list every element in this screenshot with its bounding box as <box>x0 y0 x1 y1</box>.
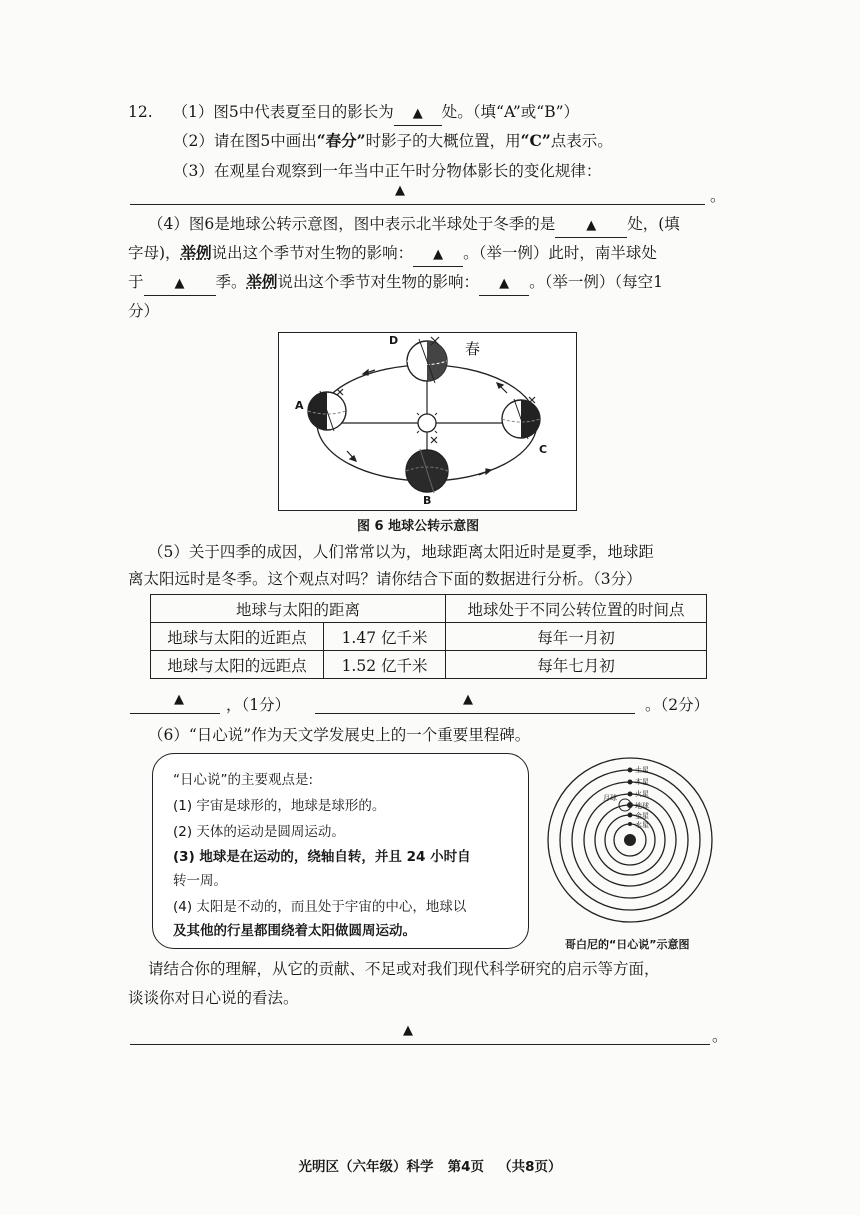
p4-emph: 举例 <box>180 243 212 262</box>
p5-score2: 。（2分） <box>645 696 710 714</box>
answer-blank[interactable] <box>144 271 216 296</box>
q12-part2-text: （2）请在图5中画出 <box>173 132 317 150</box>
p6-period: 。 <box>712 1027 728 1045</box>
heliocentric-point: (1) 宇宙是球形的，地球是球形的。 <box>173 798 386 814</box>
table-cell: 地球与太阳的近距点 <box>151 623 324 651</box>
q12-part1-text-end: 处。（填“A”或“B”） <box>441 103 580 121</box>
p5-score1: ，（1分） <box>226 696 291 714</box>
label-moon: 月球 <box>603 794 617 802</box>
answer-triangle-icon: ▲ <box>433 247 444 262</box>
page-footer: 光明区（六年级）科学 第4页 （共8页） <box>298 1159 562 1175</box>
p4-text8: 说出这个季节对生物的影响： <box>277 273 480 291</box>
label-saturn: 土星 <box>635 766 649 774</box>
heliocentric-title: “日心说”的主要观点是: <box>173 772 314 788</box>
question-number: 12. <box>128 103 153 121</box>
figure6-orbit-diagram <box>278 332 577 511</box>
heliocentric-point: 及其他的行星都围绕着太阳做圆周运动。 <box>173 923 416 939</box>
q12-part5-line2: 离太阳远时是冬季。这个观点对吗？请你结合下面的数据进行分析。（3分） <box>128 570 642 588</box>
heliocentric-point: 转一周。 <box>173 873 227 889</box>
table-cell: 1.52 亿千米 <box>324 651 446 679</box>
answer-triangle-icon: ▲ <box>463 692 473 707</box>
table-cell: 地球与太阳的远距点 <box>151 651 324 679</box>
p3-period: 。 <box>710 187 726 205</box>
earth-position-d <box>407 337 447 383</box>
copernicus-diagram <box>545 752 715 932</box>
answer-triangle-icon: ▲ <box>395 183 405 198</box>
answer-line-p5-a[interactable] <box>130 691 220 714</box>
label-mars: 火星 <box>635 790 649 798</box>
label-venus: 金星 <box>635 812 649 820</box>
p4-text6: 于 <box>128 273 144 291</box>
figure6-caption: 图 6 地球公转示意图 <box>357 519 480 534</box>
label-b: B <box>423 494 432 507</box>
p4-text3: 字母)， <box>128 244 181 262</box>
q12-part4-line1 <box>148 213 680 238</box>
heliocentric-point: (2) 天体的运动是圆周运动。 <box>173 824 345 840</box>
p4-text9: 。（举一例）（每空1 <box>529 273 663 291</box>
p4-text5: 。（举一例）此时，南半球处 <box>463 244 657 262</box>
q12-part3: （3）在观星台观察到一年当中正午时分物体影长的变化规律： <box>173 162 602 180</box>
label-d: D <box>389 334 399 347</box>
answer-line-p3[interactable] <box>130 182 705 205</box>
label-a: A <box>295 399 304 412</box>
label-earth: 地球 <box>635 802 649 810</box>
q12-part5-line1: （5）关于四季的成因，人们常常以为，地球距离太阳近时是夏季，地球距 <box>148 543 654 561</box>
answer-triangle-icon: ▲ <box>499 276 510 291</box>
q12-part1-text: （1）图5中代表夏至日的影长为 <box>172 103 394 121</box>
table-cell: 每年一月初 <box>446 623 707 651</box>
answer-blank[interactable] <box>394 101 442 126</box>
q12-part4-line2 <box>128 242 657 267</box>
label-mercury: 水星 <box>635 821 649 829</box>
answer-blank[interactable] <box>413 242 463 267</box>
table-row <box>151 651 707 679</box>
q12-part6-question1: 请结合你的理解，从它的贡献、不足或对我们现代科学研究的启示等方面， <box>148 960 660 978</box>
heliocentric-points-box <box>152 753 529 949</box>
q12-part2-emph2: “C” <box>520 131 551 150</box>
q12-part2 <box>173 130 613 152</box>
answer-triangle-icon: ▲ <box>174 276 185 291</box>
q12-part6-question2: 谈谈你对日心说的看法。 <box>128 989 299 1007</box>
table-header-cell: 地球处于不同公转位置的时间点 <box>446 595 707 623</box>
table-header-cell: 地球与太阳的距离 <box>151 595 446 623</box>
orbit-diagram-svg <box>279 333 576 510</box>
label-spring: 春 <box>465 340 481 358</box>
answer-triangle-icon: ▲ <box>586 218 597 233</box>
heliocentric-point: (4) 太阳是不动的，而且处于宇宙的中心，地球以 <box>173 899 467 915</box>
p4-text7: 季。 <box>215 273 247 291</box>
copernicus-caption: 哥白尼的“日心说”示意图 <box>565 938 690 951</box>
label-jupiter: 木星 <box>635 778 649 786</box>
p4-text2: 处，(填 <box>627 215 680 233</box>
earth-position-a <box>308 389 346 431</box>
q12-part4-line4: 分） <box>128 302 160 320</box>
answer-blank[interactable] <box>555 213 627 238</box>
answer-blank[interactable] <box>479 271 529 296</box>
sun-icon <box>624 834 636 846</box>
table-row <box>151 623 707 651</box>
q12-part2-text3: 点表示。 <box>550 132 613 150</box>
q12-part6: （6）“日心说”作为天文学发展史上的一个重要里程碑。 <box>148 726 531 744</box>
table-header-row <box>151 595 707 623</box>
heliocentric-point: (3) 地球是在运动的，绕轴自转，并且 24 小时自 <box>173 849 471 865</box>
q12-part1 <box>128 101 579 126</box>
answer-triangle-icon: ▲ <box>174 692 184 707</box>
answer-triangle-icon: ▲ <box>403 1023 413 1038</box>
answer-line-p5-b[interactable] <box>315 691 635 714</box>
q12-part2-emph: “春分” <box>316 131 366 150</box>
p4-emph2: 举例 <box>246 272 278 291</box>
table-cell: 1.47 亿千米 <box>324 623 446 651</box>
table-cell: 每年七月初 <box>446 651 707 679</box>
q12-part4-line3 <box>128 271 663 296</box>
distance-table <box>150 594 707 679</box>
earth-position-c <box>502 397 540 439</box>
p4-text: （4）图6是地球公转示意图，图中表示北半球处于冬季的是 <box>148 215 556 233</box>
p4-text4: 说出这个季节对生物的影响： <box>211 244 414 262</box>
label-c: C <box>539 443 548 456</box>
answer-line-p6[interactable] <box>130 1022 710 1045</box>
q12-part2-text2: 时影子的大概位置，用 <box>365 132 521 150</box>
answer-triangle-icon: ▲ <box>412 106 423 121</box>
